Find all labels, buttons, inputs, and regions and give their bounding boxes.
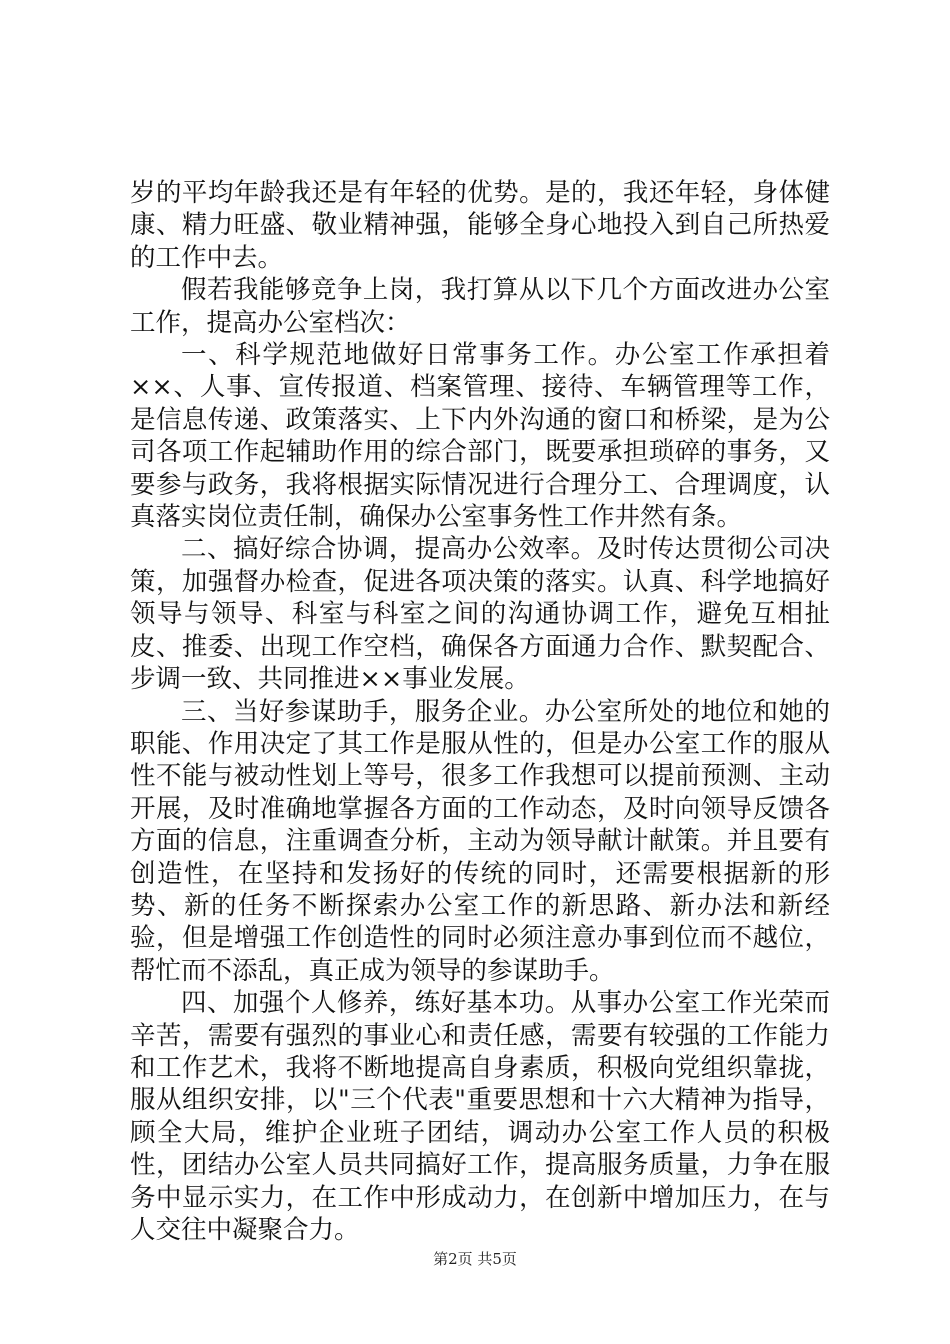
paragraph-continuation: 岁的平均年龄我还是有年轻的优势。是的，我还年轻，身体健康、精力旺盛、敬业精神强，能够全身心地投入到自己所热爱的工作中去。: [130, 178, 830, 273]
paragraph-point-1: 一、科学规范地做好日常事务工作。办公室工作承担着××、人事、宣传报道、档案管理、接待、车辆管理等工作，是信息传递、政策落实、上下内外沟通的窗口和桥梁，是为公司各项工作起辅助作用的综合部门，既要承担琐碎的事务，又要参与政务，我将根据实际情况进行合理分工、合理调度，认真落实岗位责任制，确保办公室事务性工作井然有条。: [130, 340, 830, 533]
paragraph-point-2: 二、搞好综合协调，提高办公效率。及时传达贯彻公司决策，加强督办检查，促进各项决策的落实。认真、科学地搞好领导与领导、科室与科室之间的沟通协调工作，避免互相扯皮、推委、出现工作空档，确保各方面通力合作、默契配合、步调一致、共同推进××事业发展。: [130, 534, 830, 695]
document-body: [130, 177, 830, 1246]
paragraph-intro: 假若我能够竞争上岗，我打算从以下几个方面改进办公室工作，提高办公室档次：: [130, 275, 830, 338]
paragraph-point-3: 三、当好参谋助手，服务企业。办公室所处的地位和她的职能、作用决定了其工作是服从性的，但是办公室工作的服从性不能与被动性划上等号，很多工作我想可以提前预测、主动开展，及时准确地掌握各方面的工作动态，及时向领导反馈各方面的信息，注重调查分析，主动为领导献计献策。并且要有创造性，在坚持和发扬好的传统的同时，还需要根据新的形势、新的任务不断探索办公室工作的新思路、新办法和新经验，但是增强工作创造性的同时必须注意办事到位而不越位，帮忙而不添乱，真正成为领导的参谋助手。: [130, 696, 830, 986]
paragraph-point-4: 四、加强个人修养，练好基本功。从事办公室工作光荣而辛苦，需要有强烈的事业心和责任感，需要有较强的工作能力和工作艺术，我将不断地提高自身素质，积极向党组织靠拢，服从组织安排，以"三个代表"重要思想和十六大精神为指导，顾全大局，维护企业班子团结，调动办公室工作人员的积极性，团结办公室人员共同搞好工作，提高服务质量，力争在服务中显示实力，在工作中形成动力，在创新中增加压力，在与人交往中凝聚合力。: [130, 988, 830, 1245]
page-number-footer: 第2页 共5页: [433, 1250, 517, 1268]
